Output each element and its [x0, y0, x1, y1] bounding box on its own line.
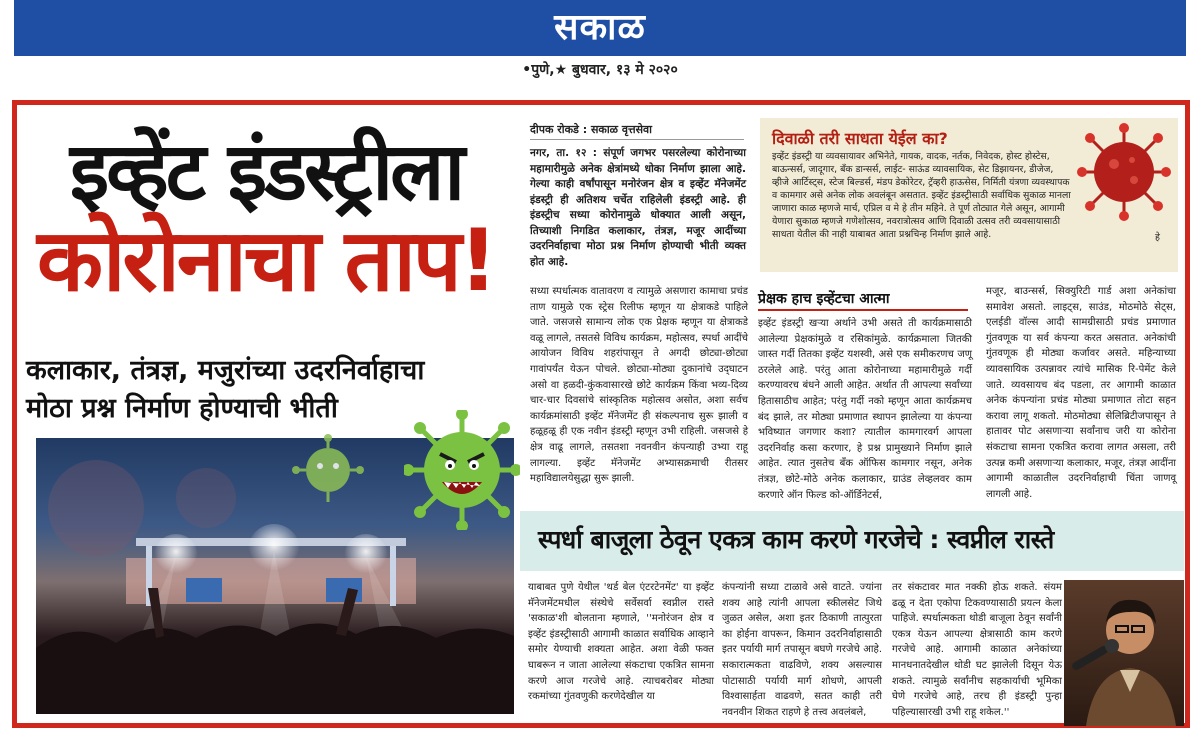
- section-heading: प्रेक्षक हाच इव्हेंटचा आत्मा: [758, 291, 890, 307]
- dateline: •पुणे,★ बुधवार, १३ मे २०२०: [522, 62, 678, 78]
- newspaper-logo: सकाळ: [554, 6, 646, 48]
- sidebar-body: इव्हेंट इंडस्ट्री या व्यवसायावर अभिनेते, गायक, वादक, नर्तक, निवेदक, होस्ट होस्टेस, बाऊन्सर्स, जादूगार, बॅंक डान्सर्स, लाईट- साऊंड व्यावसायिक, सेट डिझायनर, डीजेज, व्हीजे आर्टिस्ट्स, स्टेज बिल्डर्स, मंडप डेकोरेटर, ट्रॅव्हरी हाऊसेस, निर्मिती यंत्रणा व्यवस्थापक व कामगार असे अनेक लोक अवलंबून असतात. इव्हेंट इंडस्ट्रीसाठी सर्वाधिक सुकाळ मानला जाणारा काळ म्हणजे मार्च, एप्रिल व मे हे तीन महिने. ते पूर्ण तोट्यात गेले असून, आगामी येणारा सुकाळ म्हणजे गणेशोत्सव, नवरात्रोत्सव आणि दिवाळी उत्सव तरी व्यवसायासाठी साधता येतील की नाही याबाबत आता प्रश्नचिन्ह निर्माण झाले आहे.: [772, 151, 1071, 240]
- section-heading-rule: [758, 309, 968, 311]
- coronavirus-icon: [1076, 122, 1172, 222]
- virus-illustration-small: [288, 432, 368, 504]
- sidebar-tail: हे: [1155, 232, 1160, 243]
- quote-column-2: कंपन्यांनी सध्या टाळावे असे वाटते. ज्यांना शक्य आहे त्यांनी आपला स्कीलसेट जिथे जुळत असेल, अशा इतर ठिकाणी तात्पुरता का होईना वापरून, किमान उदरनिर्वाहासाठी इतर पर्यायी मार्ग तपासून बघणे गरजेचे आहे. सकारात्मकता वाढविणे, शक्य असल्यास पोटासाठी पर्यायी मार्ग शोधणे, आपली विश्वासार्हता वाढवणे, सतत काही तरी नवनवीन शिकत राहणे हे तत्त्व अवलंबले,: [722, 582, 882, 718]
- sidebar-title: दिवाळी तरी साधता येईल का?: [772, 129, 948, 148]
- speaker-portrait-illustration: [1064, 580, 1184, 726]
- virus-illustration-large: [404, 410, 520, 530]
- article-intro: नगर, ता. १२ : संपूर्ण जगभर पसरलेल्या कोरोनाच्या महामारीमुळे अनेक क्षेत्रांमध्ये धोका निर्माण झाला आहे. गेल्या काही वर्षांपासून मनोरंजन क्षेत्र व इव्हेंट मॅनेजमेंट इंडस्ट्री ही अतिशय चर्चेत राहिलेली इंडस्ट्री आहे. ही इंडस्ट्रीच सध्या कोरोनामुळे धोक्यात आली असून, तिच्याशी निगडित कलाकार, तंत्रज्ञ, मजूर आदींच्या उदरनिर्वाहाचा मोठा प्रश्न निर्माण होण्याची भीती व्यक्त होत आहे.: [530, 147, 746, 268]
- byline: दीपक रोकडे : सकाळ वृत्तसेवा: [530, 123, 652, 136]
- quote-heading: स्पर्धा बाजूला ठेवून एकत्र काम करणे गरजेचे : स्वप्नील रास्ते: [538, 525, 1054, 554]
- headline-line-2: कोरोनाचा ताप!: [37, 211, 495, 311]
- subheadline-line-1: कलाकार, तंत्रज्ञ, मजुरांच्या उदरनिर्वाहाचा: [26, 355, 425, 386]
- quote-column-1: याबाबत पुणे येथील 'थर्ड बेल एंटरटेनमेंट' या इव्हेंट मॅनेजमेंटमधील संस्थेचे सर्वेसर्वा स्वप्नील रास्ते 'सकाळ'शी बोलताना म्हणाले, ''मनोरंजन क्षेत्र व इव्हेंट इंडस्ट्रीसाठी आगामी काळात सर्वाधिक आव्हाने समोर येण्याची शक्यता आहेत. अशा वेळी फक्त घाबरून न जाता आलेल्या संकटाचा एकत्रित सामना करणे आज गरजेचे आहे. त्याचबरोबर मोठ्या रकमांच्या गुंतवणुकी करणेदेखील या: [528, 582, 714, 703]
- article-column-1: सध्या स्पर्धात्मक वातावरण व त्यामुळे असणारा कामाचा प्रचंड ताण यामुळे एक स्ट्रेस रिलीफ म्हणून या क्षेत्राकडे पाहिले जाते. जसजसे सामान्य लोक एक प्रेक्षक म्हणून या क्षेत्राकडे वळू लागले, तसतसे विविध कार्यक्रम, महोत्सव, स्पर्धा आदींचे आयोजन विविध शहरांपासून ते अगदी छोट्या-छोट्या गावांपर्यंत येऊन पोचले. छोट्या-मोठ्या दुकानांचे उद्‌घाटन असो वा हळदी-कुंकवासारखे छोटे कार्यक्रम किंवा भव्य-दिव्य चार-चार दिवसांचे सांस्कृतिक महोत्सव असोत, अशा सर्वच कार्यक्रमांसाठी इव्हेंट मॅनेजमेंट ही संकल्पनाच सुरू झाली व हळूहळू ही एक नवीन इंडस्ट्री म्हणून उभी राहिली. जसजसे हे क्षेत्र वाढू लागले, तसतशा नवनवीन कंपन्याही उभ्या राहू लागल्या. इव्हेंट मॅनेजमेंट अभ्यासक्रमाची रीतसर महाविद्यालयेसुद्धा सुरू झाली.: [530, 286, 748, 485]
- headline-line-1: इव्हेंट इंडस्ट्रीला: [69, 125, 463, 218]
- article-column-2: इव्हेंट इंडस्ट्री खऱ्या अर्थाने उभी असते ती कार्यक्रमासाठी आलेल्या प्रेक्षकांमुळे व रसिकांमुळे. कार्यक्रमाला जितकी जास्त गर्दी तितका इव्हेंट यशस्वी, असे एक समीकरणच जणू ठरलेले आहे. परंतु आता कोरोनाच्या महामारीमुळे गर्दी करण्यावरच बंधने आली आहेत. अर्थात ती आपल्या सर्वांच्या हितासाठीच आहेत; परंतु गर्दी नको म्हणून आता कार्यक्रमच बंद झाले, तर मोठ्या प्रमाणात स्थापन झालेल्या या कंपन्या भविष्यात जगणार कशा? त्यातील कामगारवर्ग आपला उदरनिर्वाह कसा करणार, हे प्रश्न प्रामुख्याने निर्माण झाले आहेत. त्यात नुसतेच बॅंक ऑफिस कामगार नसून, अनेक तंत्रज्ञ, छोटे-मोठे अनेक कलाकार, ग्राउंड लेव्हलवर काम करणारे ऑन फिल्ड को-ऑर्डिनेटर्स,: [758, 318, 972, 501]
- article-column-3: मजूर, बाउन्सर्स, सिक्युरिटी गार्ड अशा अनेकांचा समावेश असतो. लाइट्स, साउंड, मोठमोठे सेट्स, एलईडी वॉल्स आदी सामग्रीसाठी प्रचंड प्रमाणात गुंतवणूक या सर्व कंपन्या करत असतात. अनेकांची गुंतवणूक ही मोठ्या कर्जावर असते. महिन्याच्या व्यावसायिक उत्पन्नावर त्यांचे मासिक रि-पेमेंट केले जाते. व्यवसायच बंद पडला, तर आगामी काळात अनेक कंपन्यांना प्रचंड मोठ्या प्रमाणात तोटा सहन करावा लागू शकतो. मोठमोठ्या सेलिब्रिटीजपासून ते हातावर पोट असणाऱ्या सर्वांनाच जरी या कोरोना संकटाचा सामना एकत्रित करावा लागत असला, तरी उत्पन्न कमी असणाऱ्या कलाकार, मजूर, तंत्रज्ञ आदींना आगामी काळातील उदरनिर्वाहाची चिंता जाणवू लागली आहे.: [986, 286, 1176, 500]
- subheadline-line-2: मोठा प्रश्न निर्माण होण्याची भीती: [26, 393, 338, 424]
- quote-column-3: तर संकटावर मात नक्की होऊ शकते. संयम ढळू न देता एकोपा टिकवण्यासाठी प्रयत्न केला पाहिजे. स्पर्धात्मकता थोडी बाजूला ठेवून सर्वांनी एकत्र येऊन आपल्या क्षेत्रासाठी काम करणे गरजेचे आहे. आगामी काळात अनेकांच्या मानधनातदेखील थोडी घट झालेली दिसून येऊ शकते. त्यामुळे सर्वांनीच सहकार्याची भूमिका घेणे गरजेचे आहे, तरच ही इंडस्ट्री पुन्हा पहिल्यासारखी उभी राहू शकेल.'': [892, 582, 1062, 718]
- speaker-portrait-photo: [1064, 580, 1184, 726]
- masthead: [14, 0, 1186, 56]
- byline-divider: [530, 139, 744, 140]
- headline: [26, 125, 506, 311]
